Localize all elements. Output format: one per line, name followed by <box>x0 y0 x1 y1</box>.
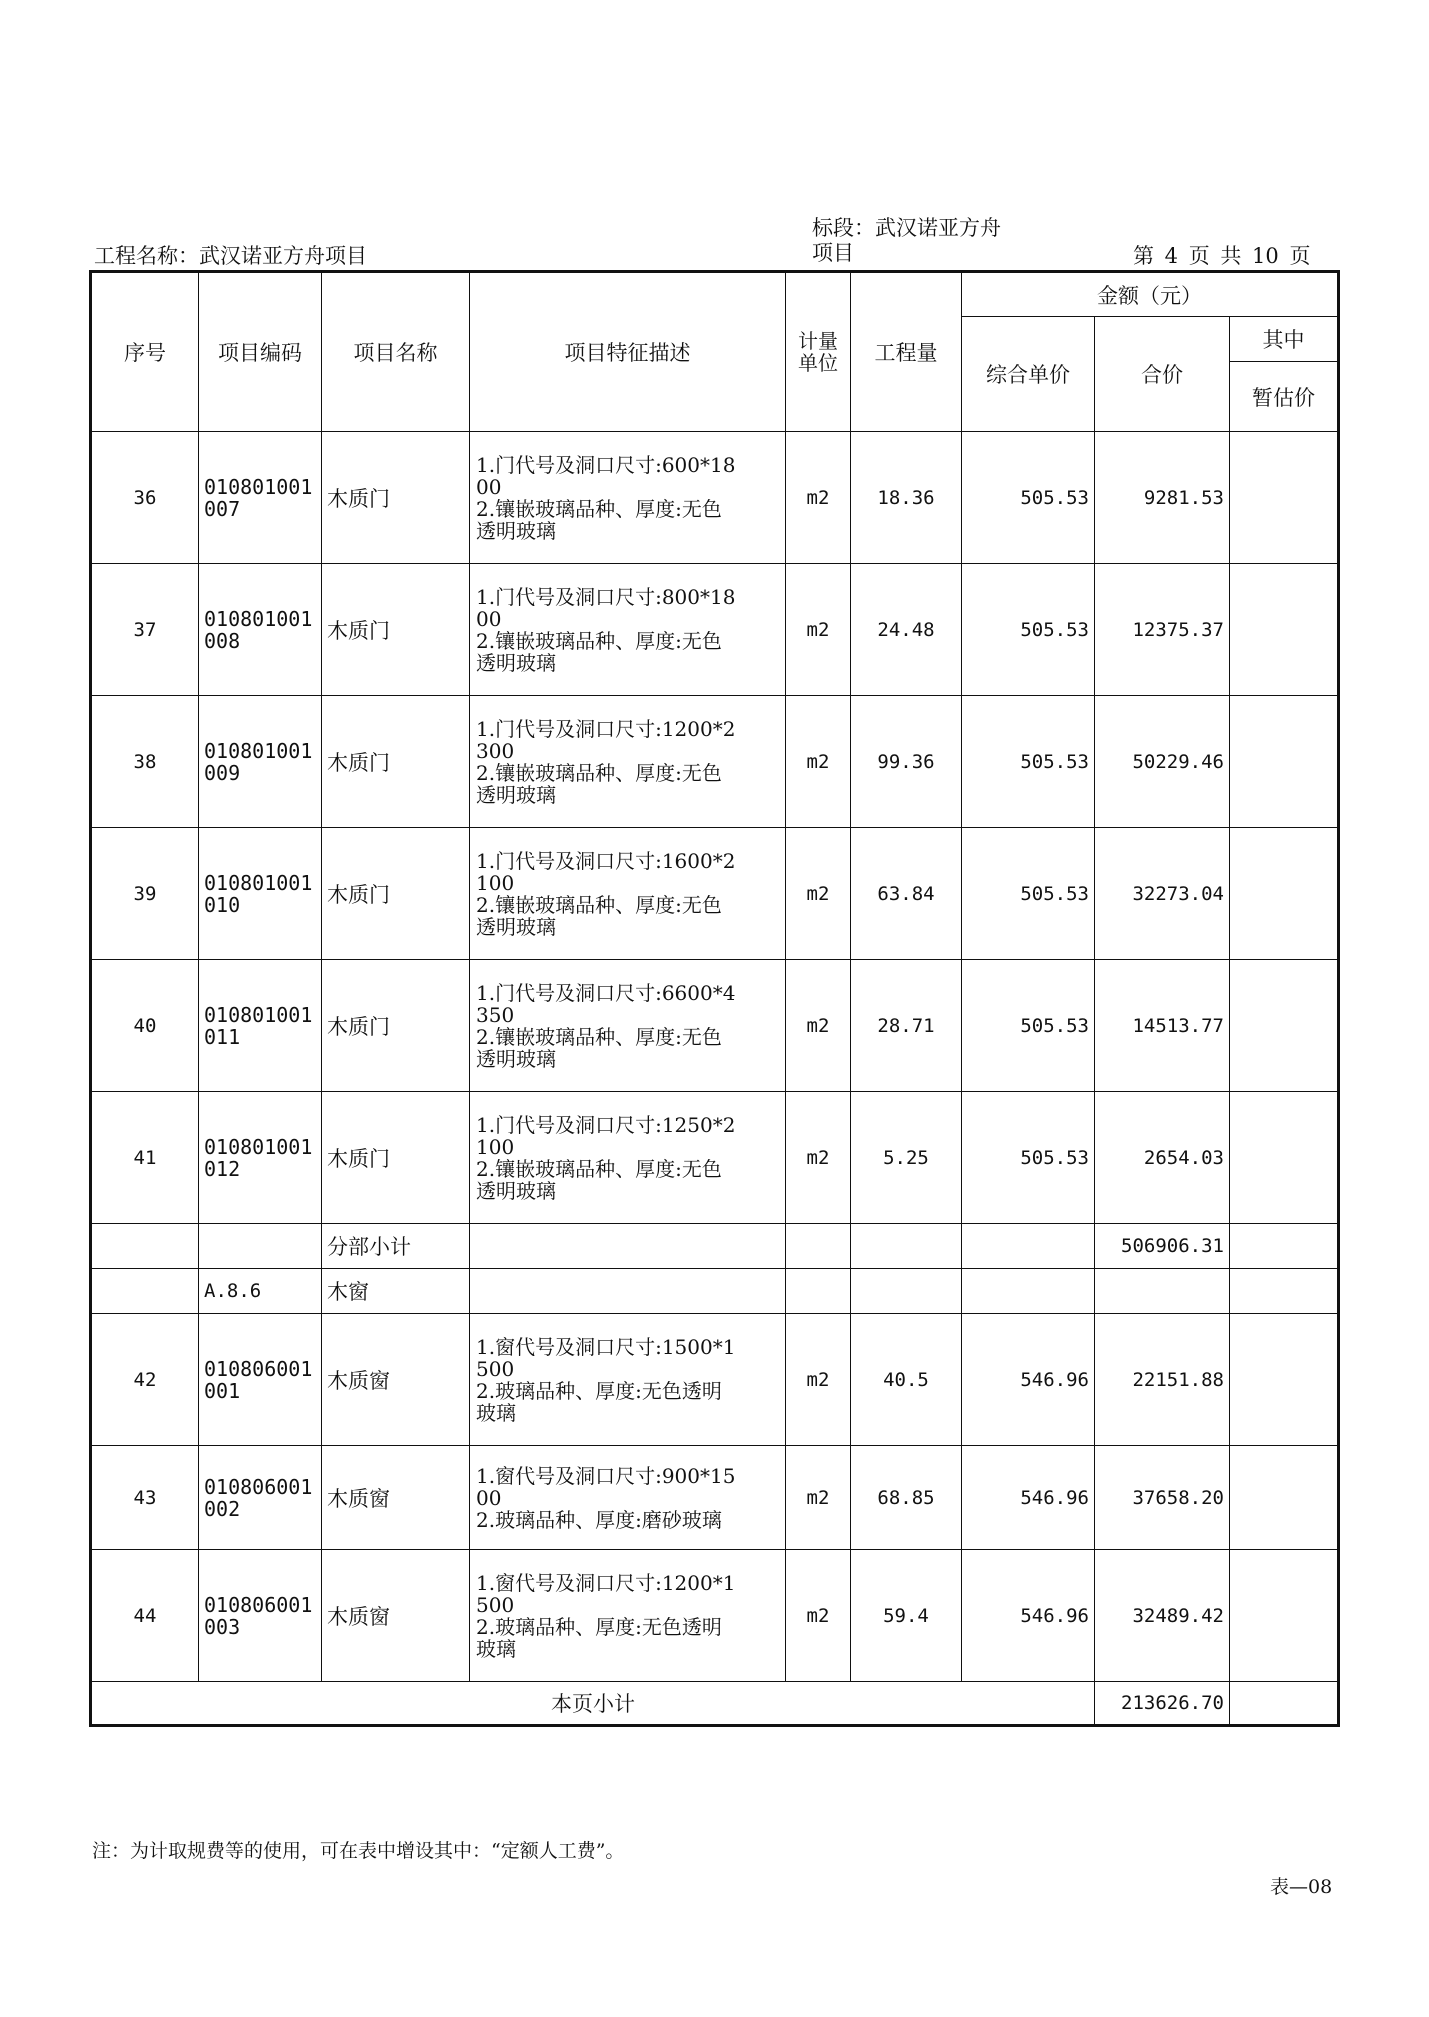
cell-desc: 1.门代号及洞口尺寸:1200*2 300 2.镶嵌玻璃品种、厚度:无色 透明玻璃 <box>470 696 786 828</box>
table-row <box>91 1314 1339 1446</box>
cell-provisional <box>1230 1092 1339 1224</box>
cell-total: 22151.88 <box>1095 1314 1230 1446</box>
cell-provisional <box>1230 960 1339 1092</box>
cell-qty: 24.48 <box>851 564 962 696</box>
cell-provisional <box>1230 1446 1339 1550</box>
table-row <box>91 828 1339 960</box>
section-subtotal-row <box>91 1224 1339 1269</box>
cell-code: 010801001 009 <box>199 696 322 828</box>
cell-price: 505.53 <box>962 696 1095 828</box>
cell-provisional <box>1230 1550 1339 1682</box>
cell-unit: m2 <box>786 1446 851 1550</box>
header-seq: 序号 <box>91 272 199 432</box>
table-header <box>91 272 1339 432</box>
page-subtotal-label: 本页小计 <box>91 1682 1095 1726</box>
cell-total: 37658.20 <box>1095 1446 1230 1550</box>
cell-qty: 68.85 <box>851 1446 962 1550</box>
cell-code: 010801001 012 <box>199 1092 322 1224</box>
table-row <box>91 1446 1339 1550</box>
cell-total: 2654.03 <box>1095 1092 1230 1224</box>
cell-qty: 28.71 <box>851 960 962 1092</box>
header-code: 项目编码 <box>199 272 322 432</box>
table-row <box>91 1092 1339 1224</box>
cell-unit: m2 <box>786 960 851 1092</box>
page-subtotal-row <box>91 1682 1339 1726</box>
cell-code: 010801001 011 <box>199 960 322 1092</box>
header-desc: 项目特征描述 <box>470 272 786 432</box>
cell-qty: 63.84 <box>851 828 962 960</box>
cell-name: 木质门 <box>322 960 470 1092</box>
page-info: 第 4 页 共 10 页 <box>1133 244 1311 268</box>
cell-price: 546.96 <box>962 1446 1095 1550</box>
cell-unit: m2 <box>786 1314 851 1446</box>
cell-total: 32489.42 <box>1095 1550 1230 1682</box>
cell-code: 010806001 001 <box>199 1314 322 1446</box>
header-unit-price: 综合单价 <box>962 317 1095 432</box>
footnote: 注：为计取规费等的使用，可在表中增设其中：“定额人工费”。 <box>92 1840 625 1862</box>
cell-name: 木质门 <box>322 564 470 696</box>
section-header-row <box>91 1269 1339 1314</box>
cell-unit: m2 <box>786 564 851 696</box>
cell-total: 9281.53 <box>1095 432 1230 564</box>
cell-price: 505.53 <box>962 1092 1095 1224</box>
cell-unit: m2 <box>786 1092 851 1224</box>
cell-code: 010801001 007 <box>199 432 322 564</box>
project-name: 工程名称：武汉诺亚方舟项目 <box>94 244 367 268</box>
cell-desc: 1.门代号及洞口尺寸:1250*2 100 2.镶嵌玻璃品种、厚度:无色 透明玻璃 <box>470 1092 786 1224</box>
cell-name: 木质门 <box>322 432 470 564</box>
cell-unit: m2 <box>786 696 851 828</box>
cell-name: 木质门 <box>322 1092 470 1224</box>
cell-seq: 39 <box>91 828 199 960</box>
cell-price: 505.53 <box>962 960 1095 1092</box>
cell-desc: 1.窗代号及洞口尺寸:1500*1 500 2.玻璃品种、厚度:无色透明 玻璃 <box>470 1314 786 1446</box>
header-unit: 计量单位 <box>786 272 851 432</box>
cell-price: 546.96 <box>962 1550 1095 1682</box>
cell-code: 010801001 010 <box>199 828 322 960</box>
cell-total: 14513.77 <box>1095 960 1230 1092</box>
cell-name: 木质门 <box>322 696 470 828</box>
cell-qty: 99.36 <box>851 696 962 828</box>
cell-name: 木质门 <box>322 828 470 960</box>
header-name: 项目名称 <box>322 272 470 432</box>
cell-name: 木质窗 <box>322 1550 470 1682</box>
header-amount: 金额（元） <box>962 272 1339 317</box>
cell-provisional <box>1230 828 1339 960</box>
cell-desc: 1.门代号及洞口尺寸:6600*4 350 2.镶嵌玻璃品种、厚度:无色 透明玻璃 <box>470 960 786 1092</box>
table-row <box>91 696 1339 828</box>
cell-seq: 41 <box>91 1092 199 1224</box>
cell-seq: 42 <box>91 1314 199 1446</box>
cell-total: 32273.04 <box>1095 828 1230 960</box>
cell-provisional <box>1230 1314 1339 1446</box>
form-number: 表—08 <box>1270 1876 1333 1898</box>
cell-seq: 37 <box>91 564 199 696</box>
cell-qty: 59.4 <box>851 1550 962 1682</box>
cell-code: 010806001 002 <box>199 1446 322 1550</box>
cell-unit: m2 <box>786 828 851 960</box>
section-name <box>812 216 1001 266</box>
cell-seq: 40 <box>91 960 199 1092</box>
cell-qty: 40.5 <box>851 1314 962 1446</box>
cell-code: 010801001 008 <box>199 564 322 696</box>
cell-desc: 1.门代号及洞口尺寸:1600*2 100 2.镶嵌玻璃品种、厚度:无色 透明玻璃 <box>470 828 786 960</box>
section-name-line2: 项目 <box>812 241 854 265</box>
cell-name: 木质窗 <box>322 1446 470 1550</box>
cell-qty: 5.25 <box>851 1092 962 1224</box>
cell-seq: 36 <box>91 432 199 564</box>
table-row <box>91 1550 1339 1682</box>
cell-unit: m2 <box>786 1550 851 1682</box>
bill-of-quantities-table <box>89 270 1340 1727</box>
cell-desc: 1.门代号及洞口尺寸:600*18 00 2.镶嵌玻璃品种、厚度:无色 透明玻璃 <box>470 432 786 564</box>
cell-desc: 1.门代号及洞口尺寸:800*18 00 2.镶嵌玻璃品种、厚度:无色 透明玻璃 <box>470 564 786 696</box>
header-of-which: 其中 <box>1230 317 1339 362</box>
table-row <box>91 432 1339 564</box>
cell-desc: 1.窗代号及洞口尺寸:900*15 00 2.玻璃品种、厚度:磨砂玻璃 <box>470 1446 786 1550</box>
section-subtotal-value: 506906.31 <box>1095 1224 1230 1269</box>
header-total: 合价 <box>1095 317 1230 432</box>
cell-provisional <box>1230 564 1339 696</box>
cell-price: 546.96 <box>962 1314 1095 1446</box>
cell-seq: 43 <box>91 1446 199 1550</box>
section-name-line1: 标段：武汉诺亚方舟 <box>812 216 1001 240</box>
cell-price: 505.53 <box>962 828 1095 960</box>
cell-name: 木质窗 <box>322 1314 470 1446</box>
cell-provisional <box>1230 432 1339 564</box>
page-subtotal-value: 213626.70 <box>1095 1682 1230 1726</box>
section-code: A.8.6 <box>199 1269 322 1314</box>
cell-provisional <box>1230 696 1339 828</box>
cell-price: 505.53 <box>962 564 1095 696</box>
section-subtotal-label: 分部小计 <box>322 1224 470 1269</box>
cell-qty: 18.36 <box>851 432 962 564</box>
cell-total: 50229.46 <box>1095 696 1230 828</box>
header-provisional: 暂估价 <box>1230 362 1339 432</box>
cell-price: 505.53 <box>962 432 1095 564</box>
cell-unit: m2 <box>786 432 851 564</box>
cell-total: 12375.37 <box>1095 564 1230 696</box>
header-qty: 工程量 <box>851 272 962 432</box>
cell-seq: 38 <box>91 696 199 828</box>
cell-code: 010806001 003 <box>199 1550 322 1682</box>
table-row <box>91 960 1339 1092</box>
table-row <box>91 564 1339 696</box>
section-name-cell: 木窗 <box>322 1269 470 1314</box>
cell-desc: 1.窗代号及洞口尺寸:1200*1 500 2.玻璃品种、厚度:无色透明 玻璃 <box>470 1550 786 1682</box>
cell-seq: 44 <box>91 1550 199 1682</box>
